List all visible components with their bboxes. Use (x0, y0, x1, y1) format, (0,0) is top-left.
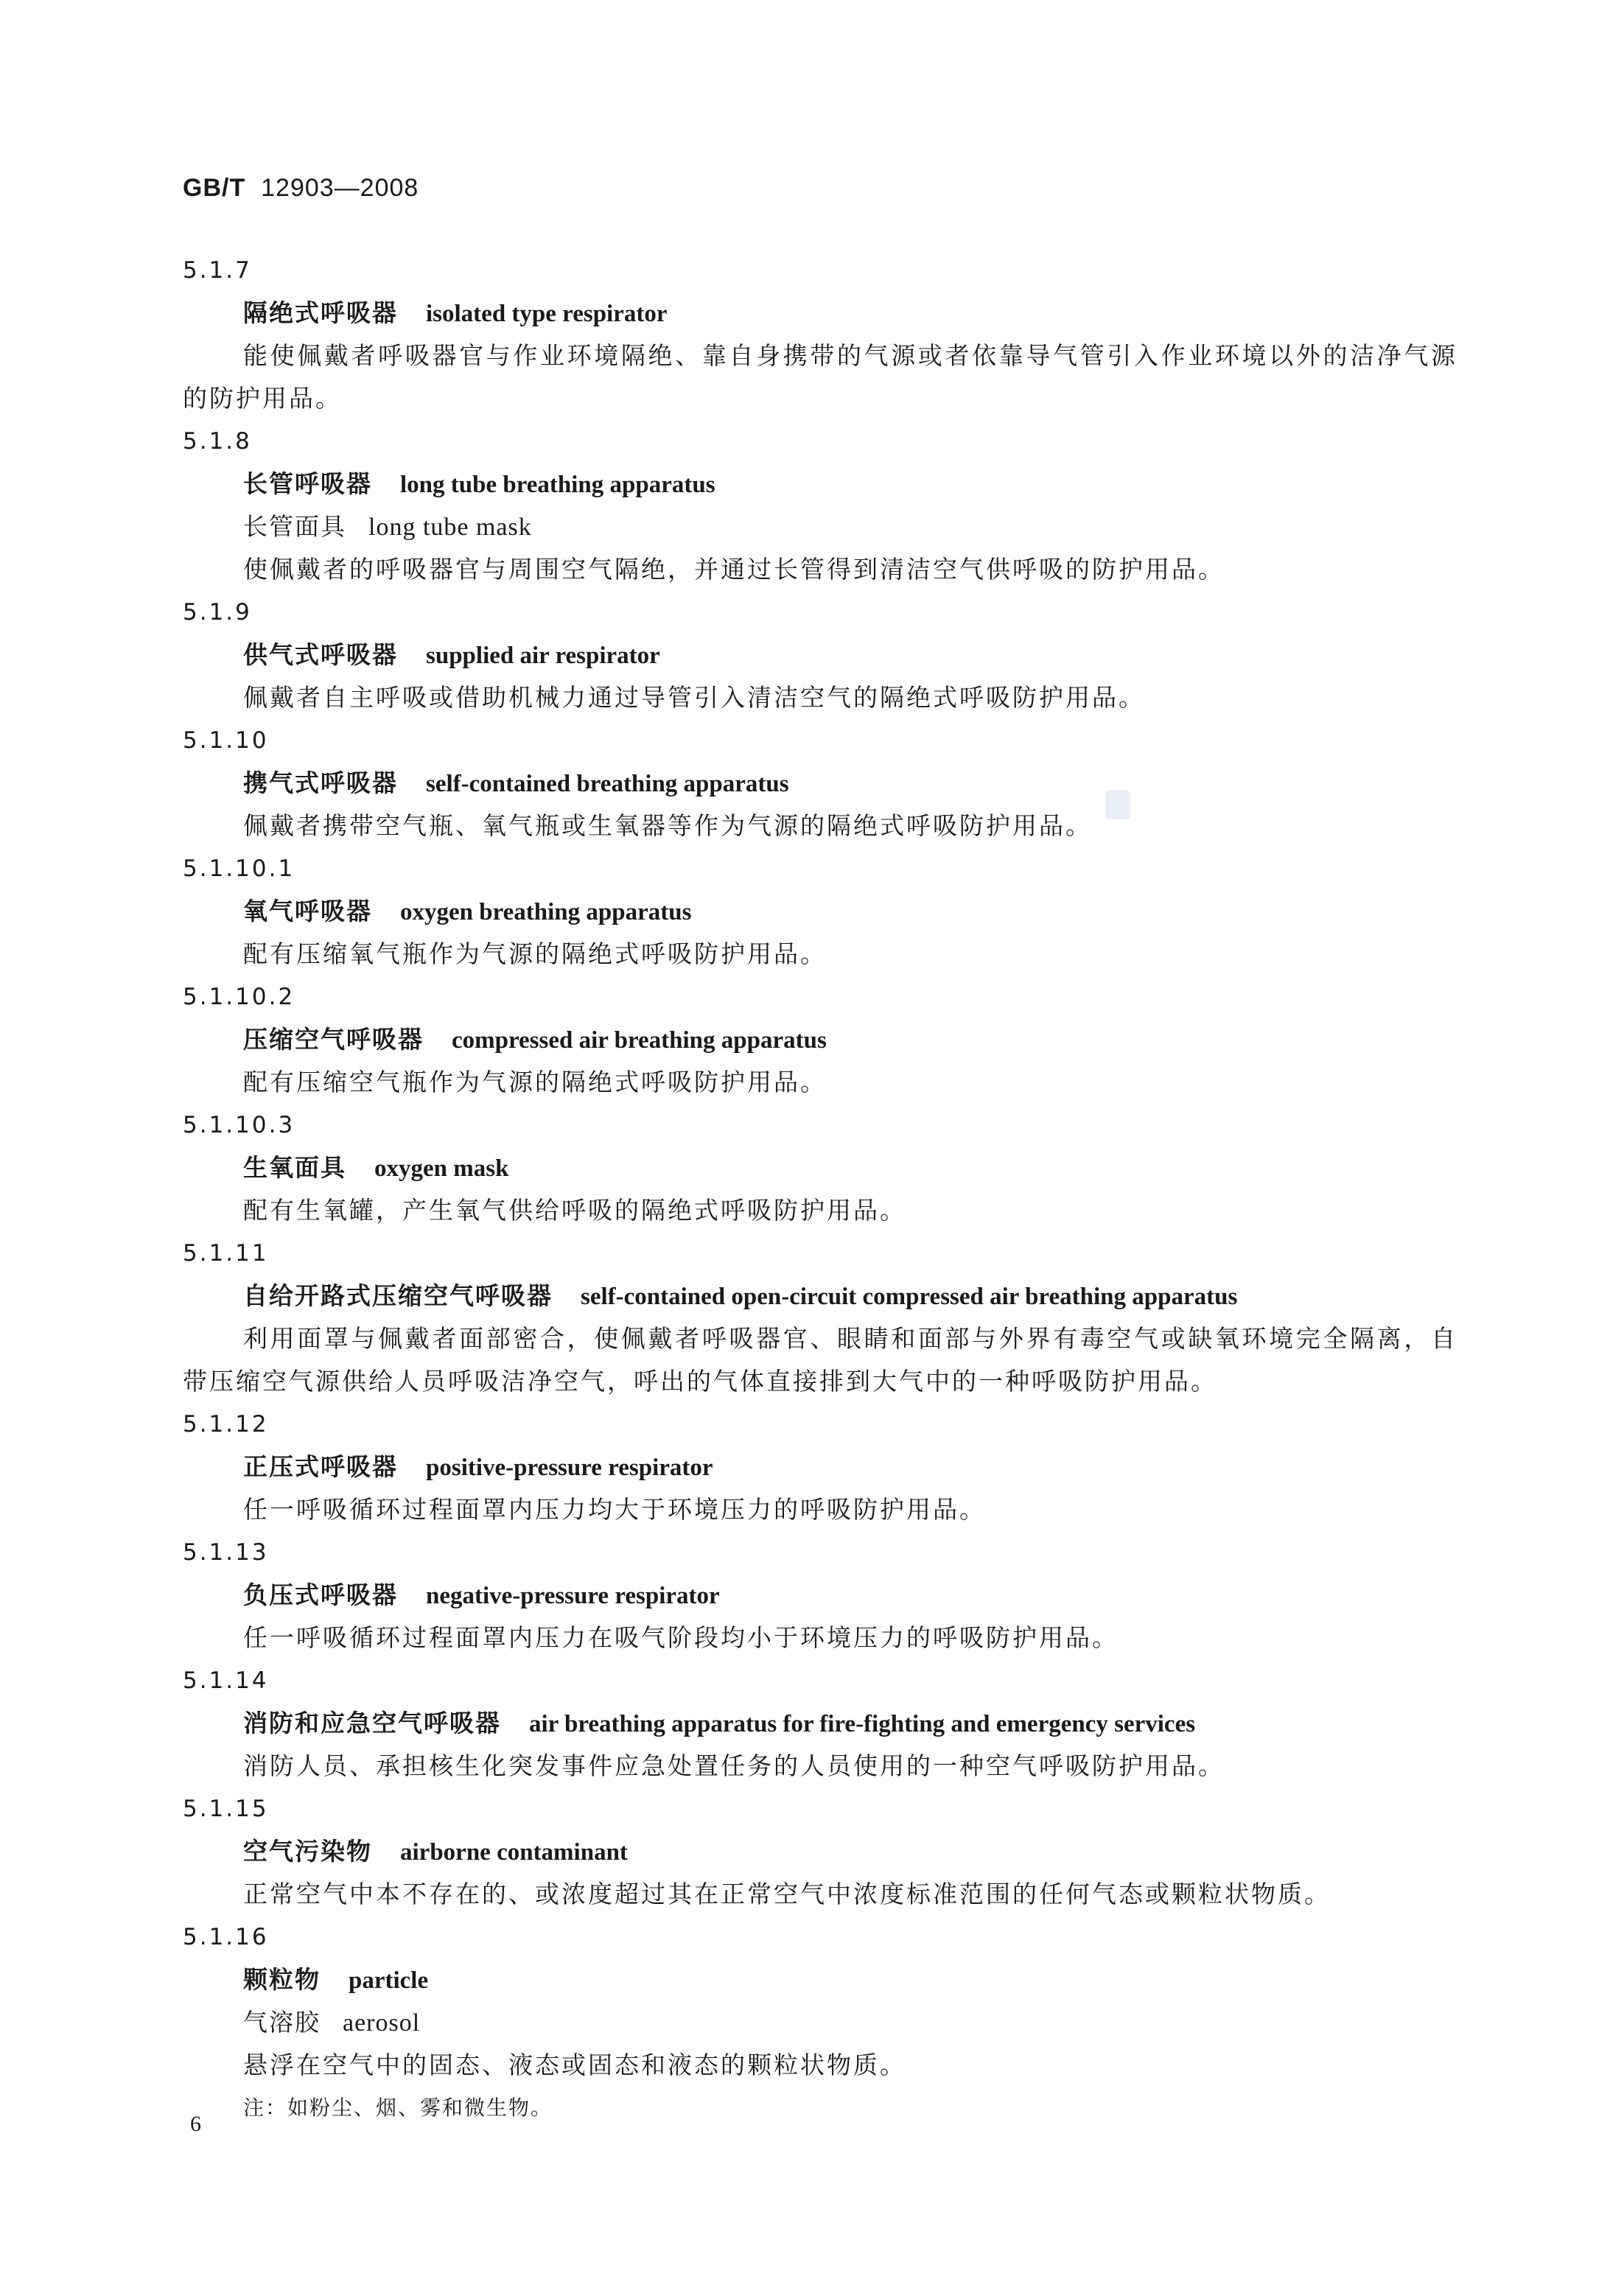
term-clause (183, 1403, 1457, 1531)
term-definition: 佩戴者自主呼吸或借助机械力通过导管引入清洁空气的隔绝式呼吸防护用品。 (243, 683, 1145, 712)
term-english: oxygen mask (374, 1155, 509, 1182)
term-definition: 消防人员、承担核生化突发事件应急处置任务的人员使用的一种空气呼吸防护用品。 (243, 1751, 1225, 1780)
clause-number: 5.1.14 (183, 1667, 269, 1694)
term-chinese: 颗粒物 (243, 1965, 321, 1994)
clause-number: 5.1.15 (183, 1796, 269, 1822)
page-number: 6 (190, 2112, 201, 2136)
term-heading (183, 1446, 1457, 1488)
term-heading (183, 1275, 1457, 1317)
alternate-term-chinese: 气溶胶 (243, 2008, 321, 2037)
term-chinese: 氧气呼吸器 (243, 897, 372, 925)
term-english: compressed air breathing apparatus (452, 1027, 827, 1054)
term-chinese: 自给开路式压缩空气呼吸器 (243, 1281, 553, 1310)
alternate-term (183, 2001, 1457, 2044)
term-definition: 使佩戴者的呼吸器官与周围空气隔绝，并通过长管得到清洁空气供呼吸的防护用品。 (243, 555, 1225, 584)
term-definition: 任一呼吸循环过程面罩内压力均大于环境压力的呼吸防护用品。 (243, 1495, 986, 1524)
term-chinese: 携气式呼吸器 (243, 769, 398, 797)
term-chinese: 供气式呼吸器 (243, 640, 398, 669)
term-english: air breathing apparatus for fire-fighting and emergency services (529, 1711, 1196, 1737)
term-heading (183, 1958, 1457, 2001)
term-definition: 正常空气中本不存在的、或浓度超过其在正常空气中浓度标准范围的任何气态或颗粒状物质。 (243, 1880, 1331, 1908)
term-chinese: 压缩空气呼吸器 (243, 1025, 424, 1054)
term-definition: 配有生氧罐，产生氧气供给呼吸的隔绝式呼吸防护用品。 (243, 1196, 906, 1225)
clause-number: 5.1.12 (183, 1411, 269, 1438)
term-english: positive-pressure respirator (426, 1454, 713, 1481)
term-english: particle (349, 1967, 429, 1994)
term-clause (183, 1232, 1457, 1403)
term-heading (183, 890, 1457, 933)
term-heading (183, 634, 1457, 676)
term-heading (183, 762, 1457, 805)
standard-prefix: GB/T (183, 174, 246, 202)
clause-number: 5.1.9 (183, 599, 252, 626)
clause-number: 5.1.10.3 (183, 1112, 295, 1138)
term-chinese: 空气污染物 (243, 1837, 372, 1866)
term-heading (183, 463, 1457, 505)
term-chinese: 生氧面具 (243, 1153, 346, 1182)
term-clause (183, 1531, 1457, 1659)
term-heading (183, 1702, 1457, 1745)
clause-number: 5.1.13 (183, 1539, 269, 1566)
alternate-term-english: aerosol (343, 2009, 421, 2037)
term-definition: 配有压缩空气瓶作为气源的隔绝式呼吸防护用品。 (243, 1068, 827, 1096)
clause-number: 5.1.10.2 (183, 984, 295, 1010)
term-definition: 佩戴者携带空气瓶、氧气瓶或生氧器等作为气源的隔绝式呼吸防护用品。 (243, 811, 1092, 840)
clause-number: 5.1.16 (183, 1924, 269, 1950)
alternate-term-english: long tube mask (368, 514, 532, 541)
term-heading (183, 1146, 1457, 1189)
term-clause (183, 976, 1457, 1104)
term-english: isolated type respirator (426, 301, 668, 327)
standard-number: 12903—2008 (261, 174, 419, 202)
term-english: supplied air respirator (426, 643, 660, 669)
term-clause (183, 591, 1457, 719)
term-chinese: 消防和应急空气呼吸器 (243, 1709, 501, 1737)
term-clause (183, 1659, 1457, 1788)
clause-number: 5.1.8 (183, 428, 252, 455)
term-english: negative-pressure respirator (426, 1583, 720, 1609)
term-english: oxygen breathing apparatus (400, 899, 692, 925)
term-clause (183, 1788, 1457, 1916)
clause-number: 5.1.11 (183, 1240, 269, 1267)
alternate-term-chinese: 长管面具 (243, 512, 346, 541)
term-definition: 悬浮在空气中的固态、液态或固态和液态的颗粒状物质。 (243, 2051, 906, 2079)
term-english: long tube breathing apparatus (400, 472, 715, 498)
alternate-term (183, 505, 1457, 548)
term-clause (183, 420, 1457, 591)
clause-number: 5.1.10 (183, 727, 269, 754)
terms-section (183, 249, 1457, 2129)
clause-number: 5.1.10.1 (183, 855, 295, 882)
term-chinese: 隔绝式呼吸器 (243, 298, 398, 327)
term-heading (183, 1830, 1457, 1873)
term-note: 注：如粉尘、烟、雾和微生物。 (243, 2096, 553, 2120)
term-chinese: 负压式呼吸器 (243, 1580, 398, 1609)
term-english: self-contained breathing apparatus (426, 771, 789, 797)
term-heading (183, 1574, 1457, 1617)
clause-number: 5.1.7 (183, 257, 252, 284)
term-definition: 任一呼吸循环过程面罩内压力在吸气阶段均小于环境压力的呼吸防护用品。 (243, 1623, 1119, 1652)
term-definition: 配有压缩氧气瓶作为气源的隔绝式呼吸防护用品。 (243, 939, 827, 968)
term-clause (183, 847, 1457, 976)
term-clause (183, 1104, 1457, 1232)
term-definition: 利用面罩与佩戴者面部密合，使佩戴者呼吸器官、眼睛和面部与外界有毒空气或缺氧环境完全隔离，自带压缩空气源供给人员呼吸洁净空气，呼出的气体直接排到大气中的一种呼吸防护用品。 (183, 1324, 1457, 1396)
term-clause (183, 719, 1457, 847)
term-clause (183, 249, 1457, 420)
term-heading (183, 1018, 1457, 1061)
term-heading (183, 292, 1457, 335)
term-chinese: 正压式呼吸器 (243, 1452, 398, 1481)
term-english: airborne contaminant (400, 1839, 628, 1866)
term-chinese: 长管呼吸器 (243, 469, 372, 498)
term-clause (183, 1916, 1457, 2129)
term-definition: 能使佩戴者呼吸器官与作业环境隔绝、靠自身携带的气源或者依靠导气管引入作业环境以外的洁净气源的防护用品。 (183, 341, 1457, 413)
standard-header (183, 174, 419, 203)
term-english: self-contained open-circuit compressed air breathing apparatus (581, 1284, 1238, 1310)
